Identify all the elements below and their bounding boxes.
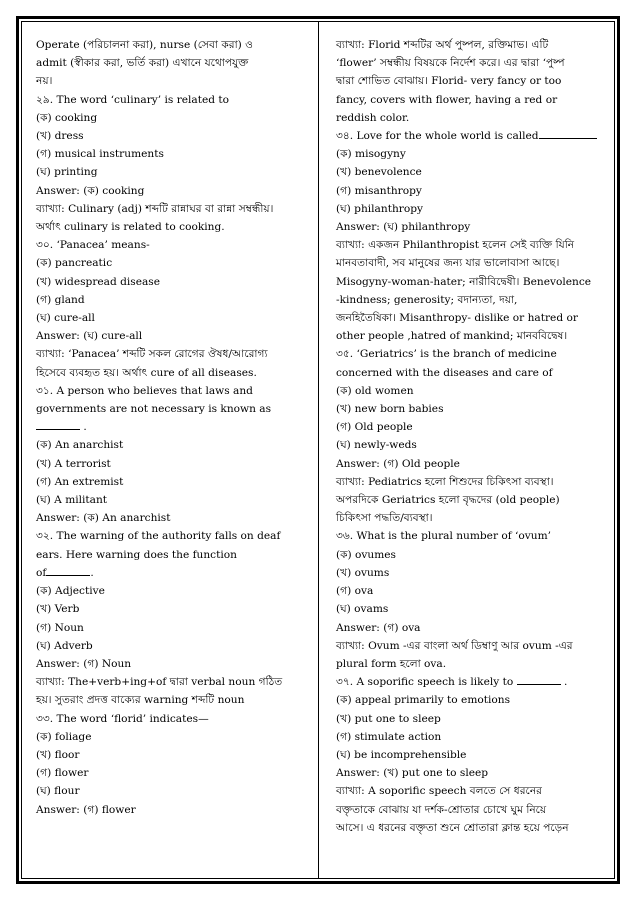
question-line: [36, 418, 312, 436]
answer-line: Answer: (ক) cooking: [36, 184, 145, 197]
option-line: (ঘ) newly-weds: [336, 439, 417, 452]
option-line: (খ) A terrorist: [36, 457, 111, 470]
option-line: (খ) new born babies: [336, 403, 444, 416]
option-line: (খ) widespread disease: [36, 275, 161, 288]
explanation-line: fancy, covers with flower, having a red or: [336, 93, 558, 106]
question-30: ৩০. ‘Panacea’ means-: [36, 239, 150, 252]
explanation-line: ব্যাখ্যা: The+verb+ing+of দ্বারা verbal noun গঠিত: [36, 676, 283, 689]
answer-blank: [517, 673, 561, 685]
option-line: (গ) flower: [36, 767, 89, 780]
text-line: Operate (পরিচালনা করা), nurse (সেবা করা) ও: [36, 39, 253, 51]
answer-line: Answer: (ঘ) philanthropy: [336, 221, 471, 234]
blank-period: .: [83, 421, 87, 434]
explanation-line: চিকিৎসা পদ্ধতি/ব্যবস্থা।: [336, 512, 433, 525]
explanation-line: other people ,hatred of mankind; মানববিদ্বেষ।: [336, 330, 568, 343]
option-line: (ক) pancreatic: [36, 257, 113, 270]
option-line: (খ) floor: [36, 748, 80, 761]
option-line: (গ) stimulate action: [336, 730, 442, 743]
explanation-line: ব্যাখ্যা: ‘Panacea’ শব্দটি সকল রোগের ঔষধ/আরোগ্য: [36, 348, 268, 361]
option-line: (ক) ovumes: [336, 548, 396, 561]
explanation-line: plural form হলো ova.: [336, 657, 447, 670]
column-divider: [318, 22, 319, 878]
answer-line: Answer: (ক) An anarchist: [36, 512, 171, 525]
question-text: ৩৭. A soporific speech is likely to: [336, 676, 514, 689]
question-text: of: [36, 566, 47, 579]
option-line: (গ) musical instruments: [36, 148, 164, 161]
question-37: ৩৭. A soporific speech is likely to .: [336, 673, 602, 691]
explanation-line: অর্থাৎ culinary is related to cooking.: [36, 221, 225, 234]
text-line: admit (স্বীকার করা, ভর্তি করা) এখানে যথোপযুক্ত: [36, 57, 249, 70]
answer-blank: [46, 564, 90, 576]
option-line: (ক) misogyny: [336, 148, 406, 161]
right-column: [336, 36, 602, 837]
option-line: (গ) ova: [336, 585, 374, 598]
question-31: ৩১. A person who believes that laws and: [36, 384, 253, 397]
option-line: (ক) foliage: [36, 730, 92, 743]
explanation-line: ব্যাখ্যা: Ovum -এর বাংলা অর্থ ডিম্বাণু আর ovum -এর: [336, 639, 573, 652]
option-line: (গ) gland: [36, 293, 85, 306]
explanation-line: ব্যাখ্যা: Culinary (adj) শব্দটি রান্নাঘর বা রান্না সম্বন্ধীয়।: [36, 202, 274, 215]
option-line: (ঘ) ovams: [336, 603, 389, 616]
option-line: (ঘ) be incomprehensible: [336, 748, 467, 761]
option-line: (খ) benevolence: [336, 166, 422, 179]
question-36: ৩৬. What is the plural number of ‘ovum’: [336, 530, 552, 543]
explanation-line: ব্যাখ্যা: Florid শব্দটির অর্থ পুষ্পল, রক্তিমাভ। এটি: [336, 39, 549, 51]
explanation-line: Misogyny-woman-hater; নারীবিদ্বেষী। Benevolence: [336, 275, 592, 288]
explanation-line: মানবতাবাদী, সব মানুষের জন্য যার ভালোবাসা আছে।: [336, 257, 560, 270]
option-line: (খ) put one to sleep: [336, 712, 441, 725]
explanation-line: হয়। সুতরাং প্রদত্ত বাক্যের warning শব্দটি noun: [36, 694, 245, 707]
option-line: (খ) ovums: [336, 566, 390, 579]
option-line: (ঘ) flour: [36, 785, 80, 798]
option-line: (ক) Adjective: [36, 585, 105, 598]
question-29: ২৯. The word ‘culinary’ is related to: [36, 93, 230, 106]
text-line: নয়।: [36, 75, 53, 88]
option-line: (গ) Old people: [336, 421, 413, 434]
explanation-line: reddish color.: [336, 111, 410, 124]
answer-blank: [539, 127, 597, 139]
question-line: governments are not necessary is known as: [36, 403, 272, 416]
answer-line: Answer: (গ) Old people: [336, 457, 460, 470]
answer-line: Answer: (গ) ova: [336, 621, 421, 634]
option-line: (ক) cooking: [36, 111, 98, 124]
explanation-line: -kindness; generosity; বদান্যতা, দয়া,: [336, 293, 518, 306]
option-line: (ক) An anarchist: [36, 439, 124, 452]
answer-line: Answer: (গ) flower: [36, 803, 136, 816]
explanation-line: দ্বারা শোভিত বোঝায়। Florid- very fancy or too: [336, 75, 562, 88]
explanation-line: ব্যাখ্যা: Pediatrics হলো শিশুদের চিকিৎসা ব্যবস্থা।: [336, 475, 554, 488]
option-line: (খ) Verb: [36, 603, 80, 616]
explanation-line: ব্যাখ্যা: একজন Philanthropist হলেন সেই ব্যক্তি যিনি: [336, 239, 575, 252]
left-column: [36, 36, 312, 819]
option-line: (খ) dress: [36, 130, 84, 143]
explanation-line: অপরদিকে Geriatrics হলো বৃদ্ধদের (old people): [336, 494, 560, 507]
option-line: (ঘ) cure-all: [36, 312, 95, 325]
question-33: ৩৩. The word ‘florid’ indicates—: [36, 712, 209, 725]
explanation-line: ব্যাখ্যা: A soporific speech বলতে সে ধরনের: [336, 785, 542, 798]
question-text: ৩৪. Love for the whole world is called: [336, 130, 539, 143]
question-35: ৩৫. ‘Geriatrics’ is the branch of medicine: [336, 348, 557, 361]
option-line: (ঘ) philanthropy: [336, 202, 423, 215]
answer-line: Answer: (ঘ) cure-all: [36, 330, 143, 343]
question-32: ৩২. The warning of the authority falls on deaf: [36, 530, 281, 543]
answer-line: Answer: (গ) Noun: [36, 657, 132, 670]
explanation-line: আসে। এ ধরনের বক্তৃতা শুনে শ্রোতারা ক্লান্ত হয়ে পড়েন: [336, 821, 569, 834]
answer-blank: [36, 418, 80, 430]
question-line: concerned with the diseases and care of: [336, 366, 553, 379]
option-line: (ঘ) Adverb: [36, 639, 93, 652]
explanation-line: জনহিতৈষিকা। Misanthropy- dislike or hatred or: [336, 312, 578, 325]
explanation-line: ‘flower’ সম্বন্ধীয় বিষয়কে নির্দেশ করে। এর দ্বারা ‘পুষ্প: [336, 57, 565, 70]
option-line: (গ) Noun: [36, 621, 84, 634]
option-line: (ঘ) printing: [36, 166, 98, 179]
option-line: (গ) An extremist: [36, 475, 124, 488]
question-line: ears. Here warning does the function: [36, 548, 237, 561]
option-line: (গ) misanthropy: [336, 184, 422, 197]
option-line: (ক) appeal primarily to emotions: [336, 694, 511, 707]
question-line: of .: [36, 564, 312, 582]
question-34: [336, 127, 602, 145]
explanation-line: হিসেবে ব্যবহৃত হয়। অর্থাৎ cure of all diseases.: [36, 366, 257, 379]
option-line: (ক) old women: [336, 384, 414, 397]
option-line: (ঘ) A militant: [36, 494, 108, 507]
answer-line: Answer: (খ) put one to sleep: [336, 767, 489, 780]
explanation-line: বক্তৃতাকে বোঝায় যা দর্শক-শ্রোতার চোখে ঘুম নিয়ে: [336, 803, 547, 816]
